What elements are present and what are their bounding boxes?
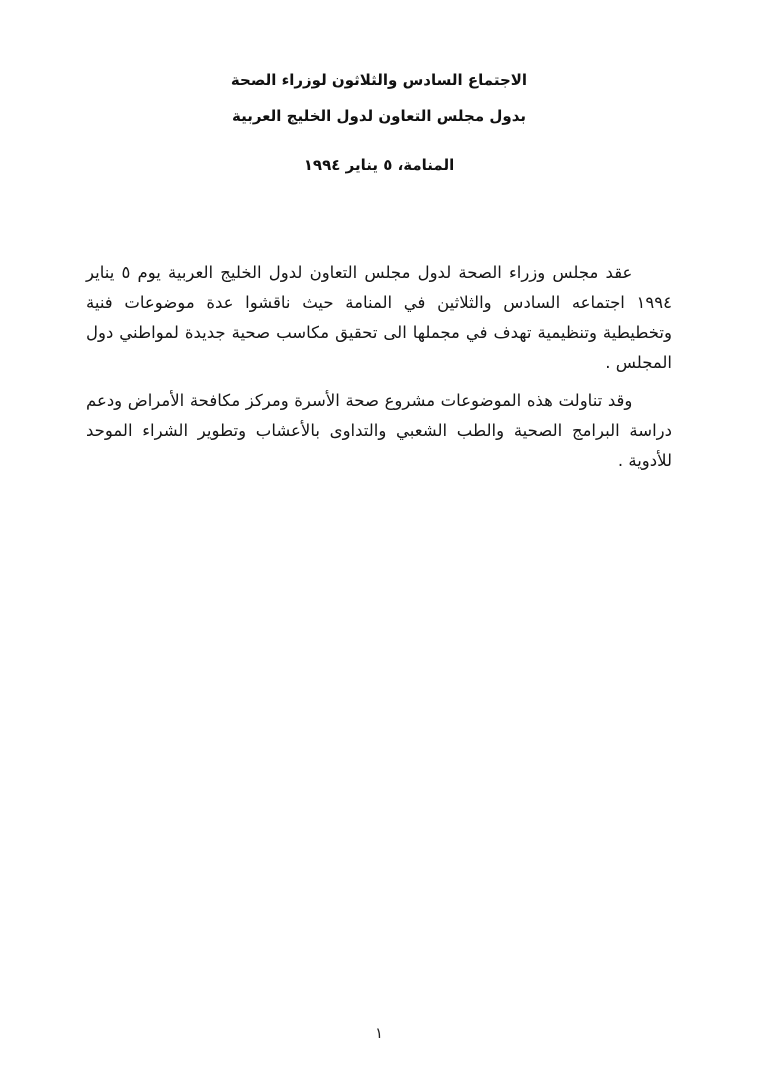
document-header [0, 62, 758, 180]
document-title-line-2: بدول مجلس التعاون لدول الخليج العربية [232, 107, 526, 125]
body-paragraph-2: وقد تناولت هذه الموضوعات مشروع صحة الأسرة ومركز مكافحة الأمراض ودعم دراسة البرامج الصحية والطب الشعبي والتداوى بالأعشاب وتطوير الشراء الموحد للأدوية . [86, 391, 672, 470]
page-footer [0, 1023, 758, 1042]
page-number: ١ [374, 1024, 384, 1042]
body-paragraph-1: عقد مجلس وزراء الصحة لدول مجلس التعاون لدول الخليج العربية يوم ٥ يناير ١٩٩٤ اجتماعه السادس والثلاثين في المنامة حيث ناقشوا عدة موضوعات فنية وتخطيطية وتنظيمية تهدف في مجملها الى تحقيق مكاسب صحية جديدة لمواطني دول المجلس . [86, 263, 672, 372]
document-title-line-1: الاجتماع السادس والثلاثون لوزراء الصحة [230, 71, 528, 89]
document-body [86, 258, 672, 476]
document-date-line: المنامة، ٥ يناير ١٩٩٤ [303, 156, 455, 174]
